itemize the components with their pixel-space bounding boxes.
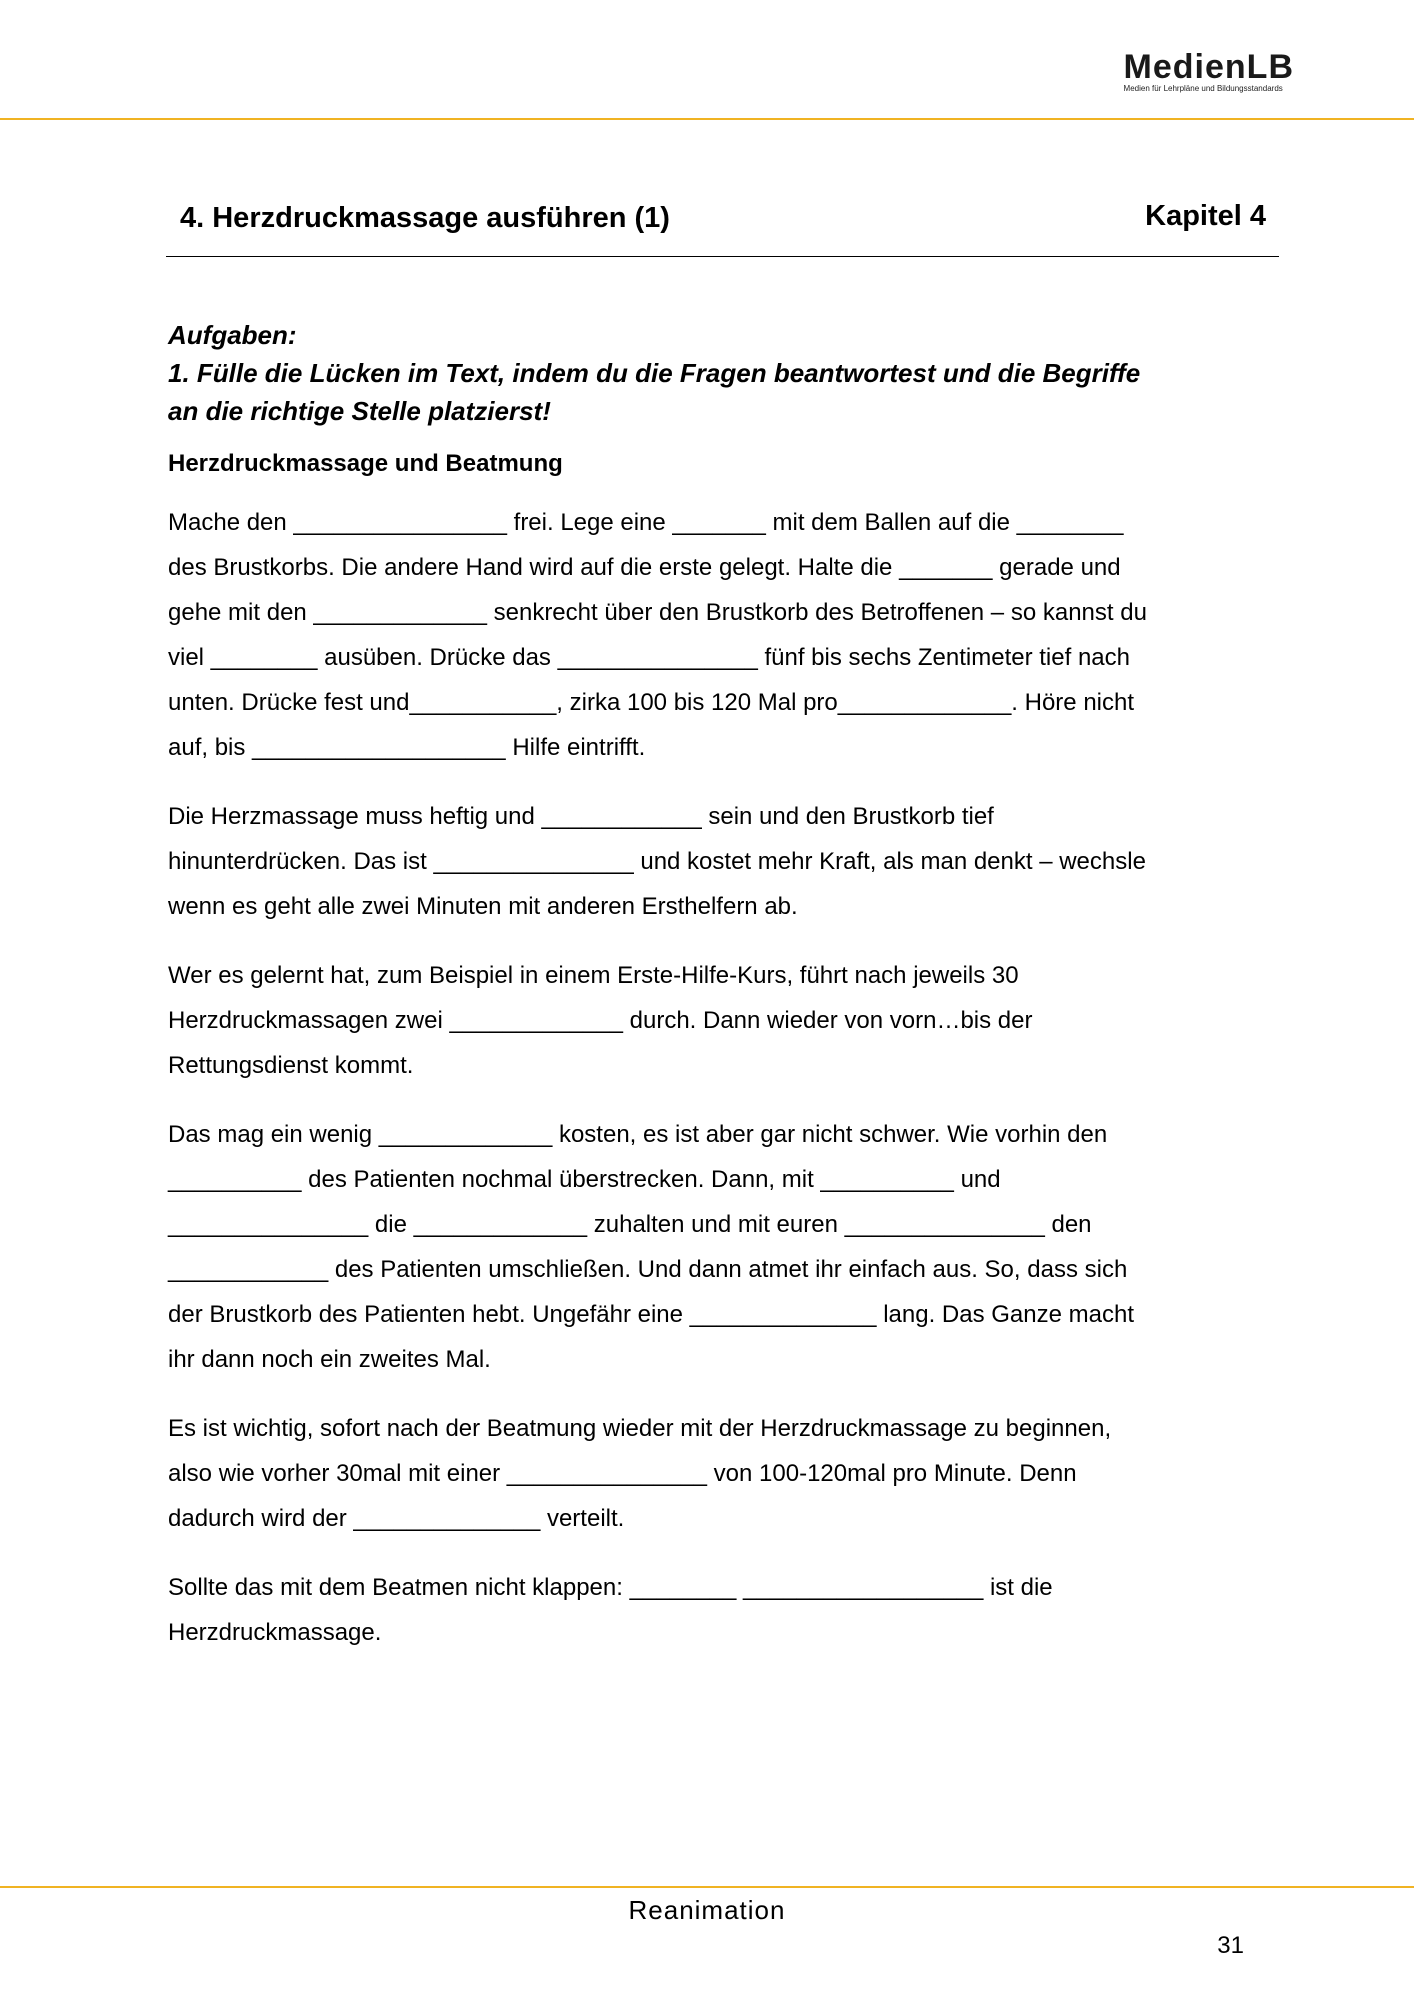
header-divider — [166, 256, 1279, 257]
chapter-label: Kapitel 4 — [1145, 200, 1266, 232]
paragraph-6 — [168, 1565, 1258, 1655]
text-line: auf, bis ___________________ Hilfe eintrifft. — [168, 734, 646, 761]
logo-name: MedienLB — [1123, 48, 1294, 86]
text-line: Rettungsdienst kommt. — [168, 1052, 414, 1079]
text-line: _______________ die _____________ zuhalten und mit euren _______________ den — [168, 1211, 1092, 1238]
text-line: wenn es geht alle zwei Minuten mit anderen Ersthelfern ab. — [168, 893, 798, 920]
text-line: Herzdruckmassagen zwei _____________ durch. Dann wieder von vorn…bis der — [168, 1007, 1033, 1034]
paragraph-3 — [168, 953, 1258, 1088]
text-line: Die Herzmassage muss heftig und ____________ sein und den Brustkorb tief — [168, 803, 994, 830]
task-instruction-line-2: an die richtige Stelle platzierst! — [168, 396, 551, 426]
task-instruction-line-1: 1. Fülle die Lücken im Text, indem du die Fragen beantwortest und die Begriffe — [168, 358, 1141, 388]
paragraph-5 — [168, 1406, 1258, 1541]
logo-tagline: Medien für Lehrpläne und Bildungsstandards — [1123, 84, 1283, 93]
medienlb-logo — [1124, 50, 1294, 94]
text-line: dadurch wird der ______________ verteilt. — [168, 1505, 625, 1532]
page-number: 31 — [1217, 1932, 1244, 1959]
text-line: Mache den ________________ frei. Lege eine _______ mit dem Ballen auf die ________ — [168, 509, 1124, 536]
task-block — [168, 316, 1258, 430]
text-line: unten. Drücke fest und___________, zirka 100 bis 120 Mal pro_____________. Höre nicht — [168, 689, 1135, 716]
text-line: ____________ des Patienten umschließen. Und dann atmet ihr einfach aus. So, dass sich — [168, 1256, 1128, 1283]
text-line: viel ________ ausüben. Drücke das _______________ fünf bis sechs Zentimeter tief nach — [168, 644, 1130, 671]
text-line: __________ des Patienten nochmal überstrecken. Dann, mit __________ und — [168, 1166, 1001, 1193]
text-line: Sollte das mit dem Beatmen nicht klappen: ________ __________________ ist die — [168, 1574, 1053, 1601]
text-line: hinunterdrücken. Das ist _______________ und kostet mehr Kraft, als man denkt – wechsle — [168, 848, 1146, 875]
top-accent-rule — [0, 118, 1414, 120]
paragraph-4 — [168, 1112, 1258, 1382]
text-line: Das mag ein wenig _____________ kosten, es ist aber gar nicht schwer. Wie vorhin den — [168, 1121, 1108, 1148]
text-line: Wer es gelernt hat, zum Beispiel in einem Erste-Hilfe-Kurs, führt nach jeweils 30 — [168, 962, 1019, 989]
task-label: Aufgaben: — [168, 320, 297, 350]
text-line: des Brustkorbs. Die andere Hand wird auf die erste gelegt. Halte die _______ gerade und — [168, 554, 1121, 581]
paragraph-2 — [168, 794, 1258, 929]
text-line: Herzdruckmassage. — [168, 1619, 382, 1646]
worksheet-content — [168, 316, 1258, 1679]
text-line: der Brustkorb des Patienten hebt. Ungefähr eine ______________ lang. Das Ganze macht — [168, 1301, 1134, 1328]
paragraph-1 — [168, 500, 1258, 770]
text-line: also wie vorher 30mal mit einer _______________ von 100-120mal pro Minute. Denn — [168, 1460, 1077, 1487]
page-title: 4. Herzdruckmassage ausführen (1) — [180, 202, 670, 234]
bottom-accent-rule — [0, 1886, 1414, 1888]
text-line: gehe mit den _____________ senkrecht über den Brustkorb des Betroffenen – so kannst du — [168, 599, 1147, 626]
section-heading: Herzdruckmassage und Beatmung — [168, 450, 563, 477]
footer-title: Reanimation — [628, 1895, 786, 1925]
text-line: ihr dann noch ein zweites Mal. — [168, 1346, 491, 1373]
text-line: Es ist wichtig, sofort nach der Beatmung wieder mit der Herzdruckmassage zu beginnen, — [168, 1415, 1112, 1442]
